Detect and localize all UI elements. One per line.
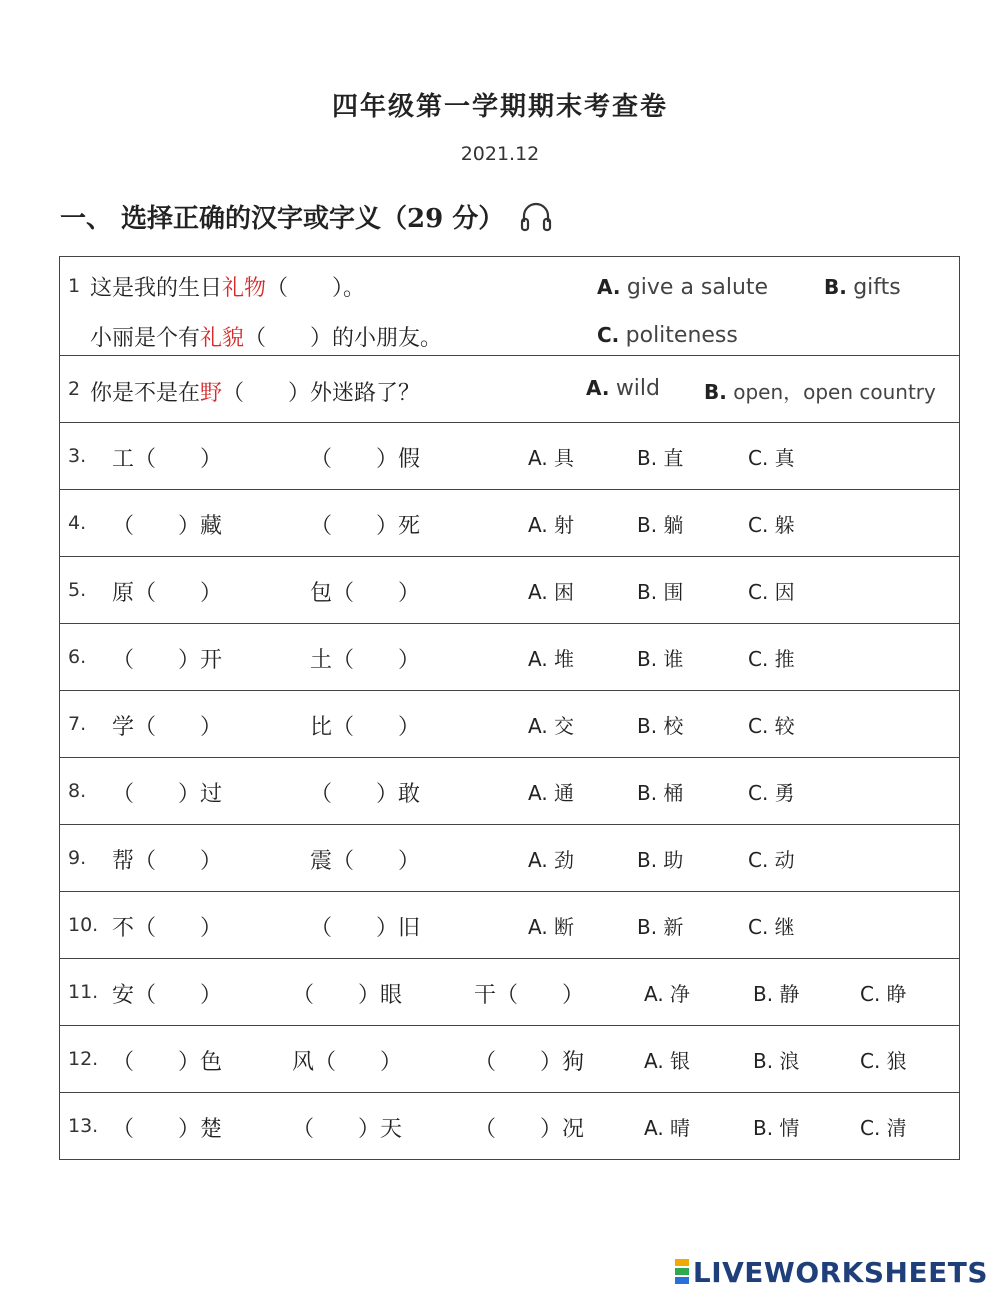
table-row [60,423,960,490]
highlighted-word: 礼物 [222,276,267,301]
option-b[interactable]: B. 静 [753,982,800,1006]
answer-blank[interactable]: （ ）开 [112,648,223,673]
answer-blank[interactable]: 比（ ） [310,715,421,740]
answer-blank[interactable]: 风（ ） [292,1050,403,1075]
option-letter: B. [824,275,847,299]
question-number: 3. [68,445,87,467]
question-sentence [90,271,365,302]
table-row [60,356,960,423]
sentence-text: 你是不是在 [90,381,201,406]
option-b[interactable] [824,275,901,300]
answer-blank[interactable]: （ ）过 [112,782,223,807]
option-text: give a salute [626,275,769,300]
option-b[interactable]: B. 浪 [753,1049,800,1073]
option-c[interactable]: C. 睁 [860,982,907,1006]
answer-blank[interactable]: （ ）藏 [112,514,223,539]
answer-blank[interactable]: （ ）的小朋友。 [244,326,443,351]
table-row [60,490,960,557]
answer-blank[interactable]: （ ）天 [292,1117,403,1142]
headphones-icon[interactable] [519,200,553,241]
option-a[interactable]: A. 射 [528,513,575,537]
question-number: 12. [68,1048,99,1070]
option-letter: A. [586,376,610,400]
option-text: open，open country [733,380,936,404]
option-b[interactable]: B. 谁 [637,647,684,671]
table-row [60,257,960,356]
option-c[interactable]: C. 动 [748,848,795,872]
option-text: politeness [625,323,738,348]
option-c[interactable] [597,323,738,348]
option-b[interactable]: B. 情 [753,1116,800,1140]
answer-blank[interactable]: （ ）。 [266,276,366,301]
logo-text: LIVEWORKSHEETS [692,1256,988,1289]
table-row [60,1093,960,1160]
option-a[interactable]: A. 困 [528,580,575,604]
option-c[interactable]: C. 狼 [860,1049,907,1073]
worksheet-title: 四年级第一学期期末考查卷 [331,92,668,122]
table-row [60,959,960,1026]
option-c[interactable]: C. 推 [748,647,795,671]
sentence-text: 小丽是个有 [90,326,201,351]
option-b[interactable] [704,376,936,405]
option-b[interactable]: B. 围 [637,580,684,604]
option-c[interactable]: C. 勇 [748,781,795,805]
answer-blank[interactable]: 帮（ ） [112,849,223,874]
option-c[interactable]: C. 清 [860,1116,907,1140]
question-number: 10. [68,914,99,936]
answer-blank[interactable]: 安（ ） [112,983,223,1008]
option-text: wild [615,376,660,401]
option-letter: A. [597,275,621,299]
table-row [60,557,960,624]
option-c[interactable]: C. 躲 [748,513,795,537]
table-row [60,892,960,959]
answer-blank[interactable]: 土（ ） [310,648,421,673]
answer-blank[interactable]: 震（ ） [310,849,421,874]
table-row [60,758,960,825]
question-number: 7. [68,713,87,735]
liveworksheets-logo[interactable] [675,1256,988,1289]
option-a[interactable]: A. 断 [528,915,575,939]
question-number: 6. [68,646,87,668]
question-number: 9. [68,847,87,869]
answer-blank[interactable]: （ ）楚 [112,1117,223,1142]
option-b[interactable]: B. 躺 [637,513,684,537]
answer-blank[interactable]: 干（ ） [474,983,585,1008]
question-number: 5. [68,579,87,601]
option-a[interactable]: A. 劲 [528,848,575,872]
section-title: 一、 选择正确的汉字或字义（29 分） [60,204,505,234]
answer-blank[interactable]: （ ）假 [310,447,421,472]
worksheet-date: 2021.12 [460,143,540,165]
question-sentence [90,321,442,352]
sentence-text: 这是我的生日 [90,276,223,301]
question-number: 11. [68,981,99,1003]
answer-blank[interactable]: 不（ ） [112,916,223,941]
table-row [60,624,960,691]
option-a[interactable]: A. 晴 [644,1116,691,1140]
question-number: 8. [68,780,87,802]
answer-blank[interactable]: 学（ ） [112,715,223,740]
question-number: 1 [68,275,81,297]
option-a[interactable] [586,376,660,401]
answer-blank[interactable]: （ ）旧 [310,916,421,941]
highlighted-word: 野 [200,381,223,406]
option-c[interactable]: C. 因 [748,580,795,604]
option-c[interactable]: C. 较 [748,714,795,738]
option-a[interactable]: A. 银 [644,1049,691,1073]
answer-blank[interactable]: （ ）眼 [292,983,403,1008]
option-text: gifts [853,275,901,300]
answer-blank[interactable]: （ ）外迷路了？ [222,381,421,406]
logo-icon [675,1259,689,1285]
option-a[interactable]: A. 交 [528,714,575,738]
option-c[interactable]: C. 真 [748,446,795,470]
question-table [59,256,960,1160]
question-number: 4. [68,512,87,534]
answer-blank[interactable]: （ ）死 [310,514,421,539]
table-row [60,691,960,758]
table-row [60,825,960,892]
option-b[interactable]: B. 校 [637,714,684,738]
question-number: 13. [68,1115,99,1137]
option-a[interactable]: A. 堆 [528,647,575,671]
option-a[interactable]: A. 通 [528,781,575,805]
option-letter: B. [704,380,727,404]
section-heading [60,198,553,241]
highlighted-word: 礼貌 [200,326,245,351]
answer-blank[interactable]: （ ）况 [474,1117,585,1142]
answer-blank[interactable]: （ ）色 [112,1050,223,1075]
option-b[interactable]: B. 桶 [637,781,684,805]
option-b[interactable]: B. 直 [637,446,684,470]
option-a[interactable] [597,275,768,300]
question-sentence [90,376,420,407]
option-a[interactable]: A. 净 [644,982,691,1006]
table-row [60,1026,960,1093]
question-number: 2 [68,378,81,400]
answer-blank[interactable]: 包（ ） [310,581,421,606]
answer-blank[interactable]: （ ）敢 [310,782,421,807]
answer-blank[interactable]: （ ）狗 [474,1050,585,1075]
option-a[interactable]: A. 具 [528,446,575,470]
option-b[interactable]: B. 助 [637,848,684,872]
option-letter: C. [597,323,620,347]
option-c[interactable]: C. 继 [748,915,795,939]
option-b[interactable]: B. 新 [637,915,684,939]
answer-blank[interactable]: 工（ ） [112,447,223,472]
answer-blank[interactable]: 原（ ） [112,581,223,606]
